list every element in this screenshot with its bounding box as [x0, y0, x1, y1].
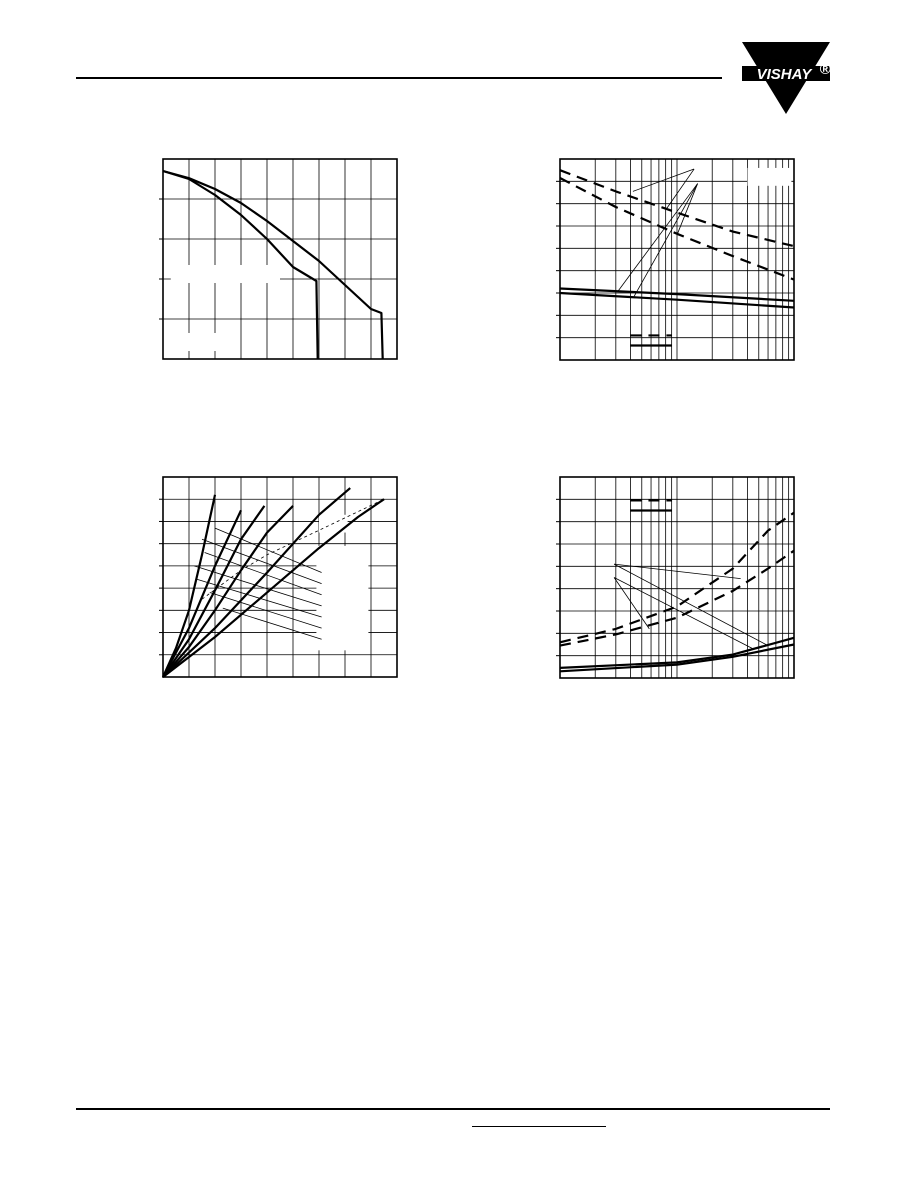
footer-link-underline — [472, 1126, 606, 1127]
footer-rule — [76, 1108, 830, 1110]
chart-bottom-left — [163, 477, 397, 677]
label-area — [171, 265, 280, 283]
label-area — [184, 333, 220, 351]
series-curve-4 — [163, 506, 293, 677]
vishay-logo — [740, 42, 832, 116]
label-area — [316, 546, 368, 650]
label-area — [747, 168, 791, 186]
vishay-logo-registered-mark: ® — [819, 61, 831, 78]
chart-top-left — [163, 159, 397, 359]
callout-line — [677, 184, 698, 235]
grid — [159, 159, 397, 359]
vishay-logo-text: VISHAY — [756, 66, 812, 83]
chart-bottom-right — [560, 477, 794, 678]
callout-line — [614, 578, 649, 629]
plot-frame — [163, 159, 397, 359]
grid — [556, 159, 794, 360]
header-rule — [76, 77, 722, 79]
callout-line — [617, 184, 697, 292]
chart-top-right — [560, 159, 794, 360]
